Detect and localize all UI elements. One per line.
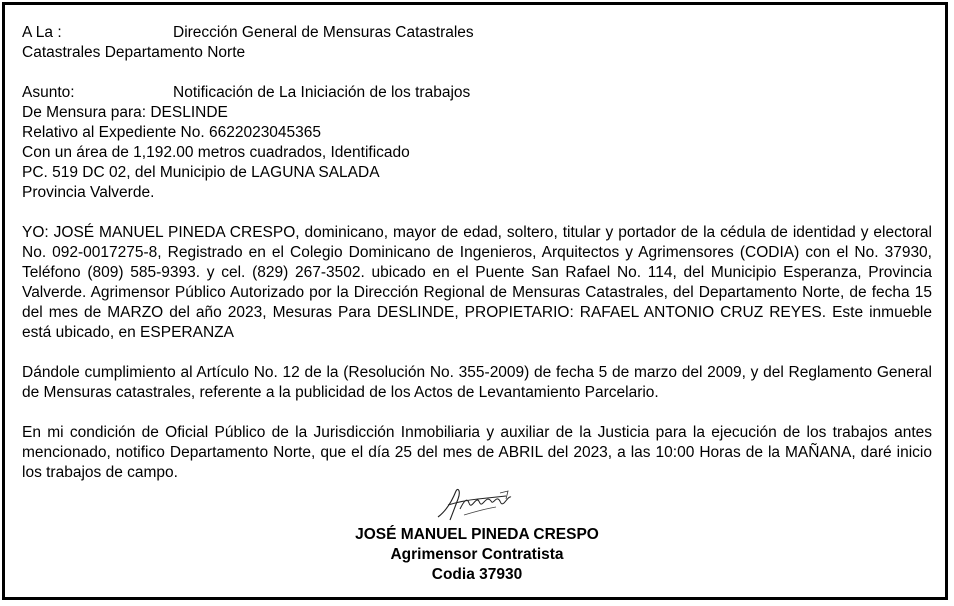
signature-block	[22, 525, 932, 585]
signer-name: JOSÉ MANUEL PINEDA CRESPO	[355, 526, 599, 543]
body-paragraph-legal-basis: Dándole cumplimiento al Artículo No. 12 de la (Resolución No. 355-2009) de fecha 5 de marzo del 2009, y del Reglamento General de Mensuras catastrales, referente a la publicidad de los Actos de Levantamiento Parcelario.	[22, 364, 932, 401]
signer-codia: Codia 37930	[431, 566, 523, 583]
signer-title: Agrimensor Contratista	[390, 546, 564, 563]
spacer	[22, 203, 932, 223]
addressee-line	[22, 23, 932, 43]
addressee-line-2: Catastrales Departamento Norte	[22, 44, 246, 61]
spacer	[22, 343, 932, 363]
body-paragraph-identity: YO: JOSÉ MANUEL PINEDA CRESPO, dominicano, mayor de edad, soltero, titular y portador de la cédula de identidad y electoral No. 092-0017275-8, Registrado en el Colegio Dominicano de Ingenieros, Arquitectos y Agrimensores (CODIA) con el No. 37930, Teléfono (809) 585-9393. y cel. (829) 267-3502. ubicado en el Puente San Rafael No. 114, del Municipio Esperanza, Provincia Valverde. Agrimensor Público Autorizado por la Dirección Regional de Mensuras Catastrales, del Departamento Norte, de fecha 15 del mes de MARZO del año 2023, Mesuras Para DESLINDE, PROPIETARIO: RAFAEL ANTONIO CRUZ REYES. Este inmueble está ubicado, en ESPERANZA	[22, 224, 932, 341]
spacer	[22, 63, 932, 83]
subject-label: Asunto:	[22, 84, 75, 101]
subject-value: Notificación de La Iniciación de los trabajos	[173, 84, 471, 101]
spacer	[22, 403, 932, 423]
notification-letter	[22, 23, 932, 583]
addressee-label: A La :	[22, 24, 62, 41]
subject-detail-line: PC. 519 DC 02, del Municipio de LAGUNA SALADA	[22, 164, 380, 181]
subject-detail-line: Relativo al Expediente No. 6622023045365	[22, 124, 322, 141]
subject-detail-line: De Mensura para: DESLINDE	[22, 104, 228, 121]
signature-area	[22, 485, 932, 525]
addressee-value: Dirección General de Mensuras Catastrales	[173, 24, 474, 41]
body-paragraph-notice: En mi condición de Oficial Público de la Jurisdicción Inmobiliaria y auxiliar de la Justicia para la ejecución de los trabajos antes mencionado, notifico Departamento Norte, que el día 25 del mes de ABRIL del 2023, a las 10:00 Horas de la MAÑANA, daré inicio los trabajos de campo.	[22, 424, 932, 481]
subject-detail-line: Provincia Valverde.	[22, 184, 155, 201]
subject-line	[22, 83, 932, 103]
signature-icon	[434, 485, 514, 523]
document-frame	[2, 2, 948, 600]
subject-detail-line: Con un área de 1,192.00 metros cuadrados, Identificado	[22, 144, 410, 161]
